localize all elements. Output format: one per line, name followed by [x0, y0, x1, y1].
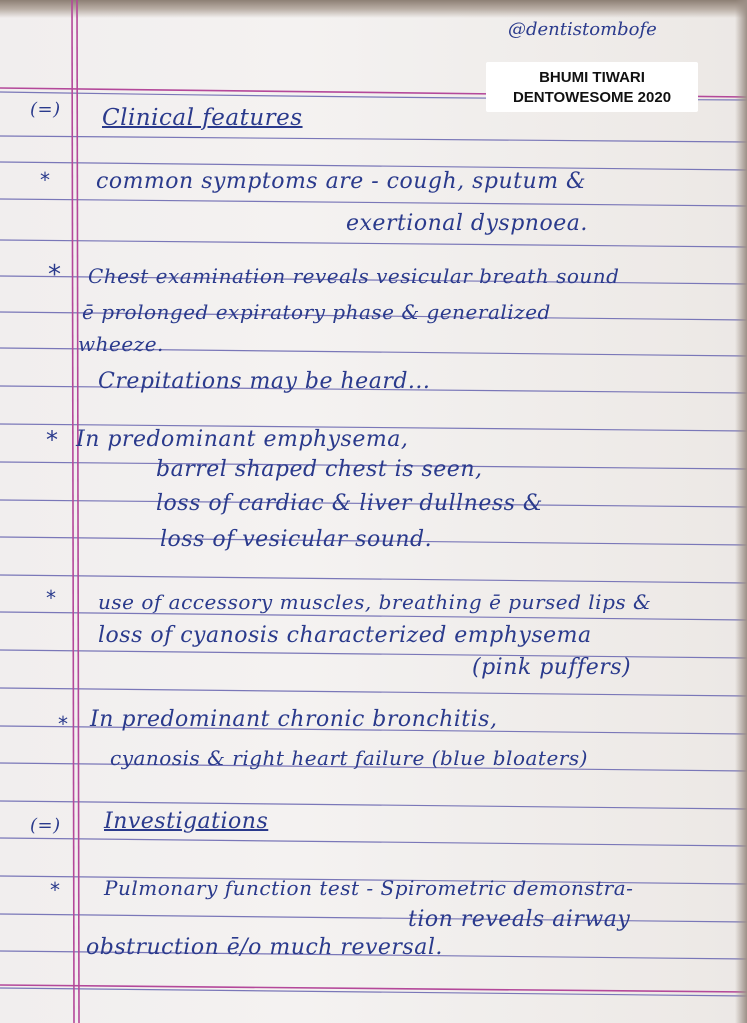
note-line: obstruction ē/o much reversal. — [86, 935, 443, 960]
note-line: wheeze. — [78, 332, 164, 356]
section-marker: (=) — [30, 815, 61, 836]
note-line: Pulmonary function test - Spirometric demonstra- — [104, 876, 634, 900]
section-marker: (=) — [30, 99, 61, 120]
bullet-mark: * — [58, 712, 68, 736]
page-edge-shadow — [735, 0, 747, 1023]
note-line: tion reveals airway — [408, 907, 631, 932]
bullet-mark: * — [40, 168, 50, 192]
section-heading-investigations: Investigations — [104, 809, 269, 834]
bullet-mark: * — [50, 878, 60, 902]
watermark-stamp — [486, 62, 698, 112]
bullet-mark: * — [46, 426, 58, 454]
note-line: Crepitations may be heard... — [98, 369, 431, 394]
note-line: loss of vesicular sound. — [160, 527, 433, 552]
watermark-line-2: DENTOWESOME 2020 — [512, 89, 672, 106]
note-line: common symptoms are - cough, sputum & — [96, 169, 587, 194]
note-line: In predominant emphysema, — [76, 427, 409, 452]
note-line: cyanosis & right heart failure (blue bloaters) — [110, 746, 588, 770]
bullet-mark: * — [48, 260, 61, 290]
note-line: Chest examination reveals vesicular breath sound — [88, 264, 620, 288]
note-line: (pink puffers) — [472, 655, 632, 680]
section-heading-clinical: Clinical features — [102, 105, 303, 131]
note-line: exertional dyspnoea. — [346, 211, 588, 236]
author-handle: @dentistombofe — [508, 19, 657, 40]
note-line: loss of cyanosis characterized emphysema — [98, 623, 592, 648]
note-line: ē prolonged expiratory phase & generalized — [82, 300, 551, 324]
watermark-line-1: BHUMI TIWARI — [539, 69, 645, 86]
note-line: loss of cardiac & liver dullness & — [156, 491, 544, 516]
note-line: In predominant chronic bronchitis, — [90, 707, 498, 732]
note-line: barrel shaped chest is seen, — [156, 457, 483, 482]
note-line: use of accessory muscles, breathing ē pursed lips & — [98, 590, 652, 614]
bullet-mark: * — [46, 586, 56, 610]
